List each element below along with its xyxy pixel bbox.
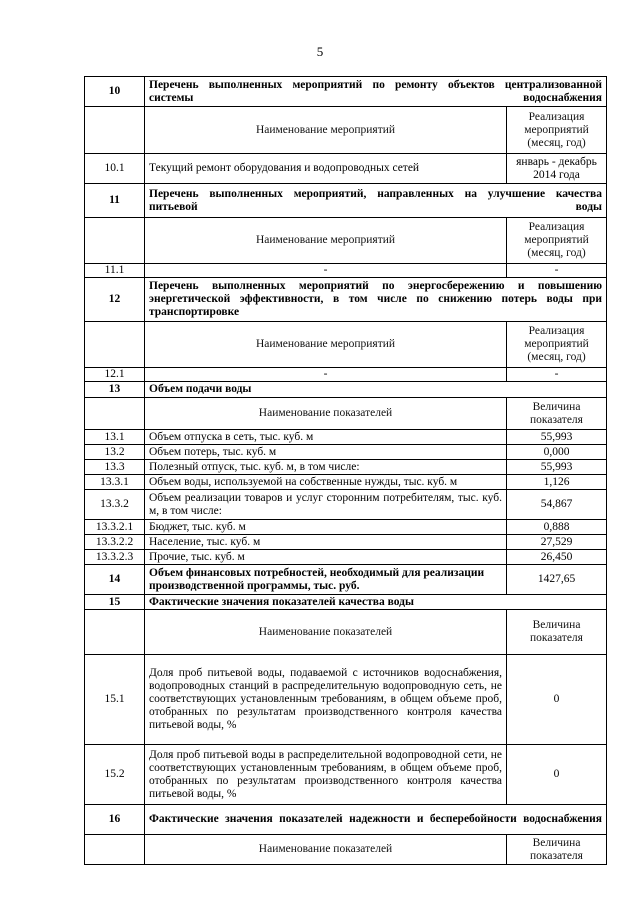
table-row [85, 430, 607, 445]
row-text: Доля проб питьевой воды в распределительной водопроводной сети, не соответствующих установленным требованиям, в общем объеме проб, отобранных по результатам производственного контроля качества питьевой воды, % [145, 745, 507, 805]
row-number: 13.3.2.1 [85, 520, 145, 535]
row-value: 1,126 [507, 475, 607, 490]
table-row [85, 154, 607, 184]
section-title: Объем финансовых потребностей, необходимый для реализации производственной программы, тыс. руб. [145, 565, 507, 595]
row-number: 11.1 [85, 264, 145, 278]
header-row [85, 107, 607, 154]
section-title: Объем подачи воды [145, 382, 607, 398]
row-number: 14 [85, 565, 145, 595]
row-text: Текущий ремонт оборудования и водопроводных сетей [145, 154, 507, 184]
row-value: 54,867 [507, 490, 607, 520]
row-number: 13.3 [85, 460, 145, 475]
table-row [85, 264, 607, 278]
row-number: 13.3.2 [85, 490, 145, 520]
column-header: Величина показателя [507, 398, 607, 430]
row-text: Полезный отпуск, тыс. куб. м, в том числе: [145, 460, 507, 475]
column-header: Реализация мероприятий (месяц, год) [507, 218, 607, 264]
table-row [85, 550, 607, 565]
header-row [85, 835, 607, 865]
row-number: 13.1 [85, 430, 145, 445]
row-number: 13.3.2.2 [85, 535, 145, 550]
row-number: 13.3.2.3 [85, 550, 145, 565]
section-row [85, 805, 607, 835]
row-text: Объем воды, используемой на собственные нужды, тыс. куб. м [145, 475, 507, 490]
column-header: Наименование мероприятий [145, 218, 507, 264]
row-text: - [145, 264, 507, 278]
row-value: 26,450 [507, 550, 607, 565]
column-header: Наименование мероприятий [145, 107, 507, 154]
row-number: 13.3.1 [85, 475, 145, 490]
table-row [85, 745, 607, 805]
page-number: 5 [316, 44, 324, 59]
section-title: Фактические значения показателей качества воды [145, 595, 607, 610]
table-row [85, 475, 607, 490]
row-number [85, 107, 145, 154]
row-number: 15.1 [85, 655, 145, 745]
row-number [85, 610, 145, 655]
section-title: Перечень выполненных мероприятий по ремонту объектов централизованной системы водоснабжения [145, 77, 607, 107]
section-row [85, 184, 607, 218]
row-value: 0,000 [507, 445, 607, 460]
table-row [85, 520, 607, 535]
table-row [85, 535, 607, 550]
row-text: Население, тыс. куб. м [145, 535, 507, 550]
row-number: 13.2 [85, 445, 145, 460]
section-row [85, 565, 607, 595]
table-row [85, 445, 607, 460]
row-value: 55,993 [507, 430, 607, 445]
header-row [85, 218, 607, 264]
table-row [85, 490, 607, 520]
row-value: 27,529 [507, 535, 607, 550]
row-value: 0,888 [507, 520, 607, 535]
row-number [85, 322, 145, 368]
column-header: Величина показателя [507, 835, 607, 865]
row-text: Объем отпуска в сеть, тыс. куб. м [145, 430, 507, 445]
row-number [85, 218, 145, 264]
row-value: 1427,65 [507, 565, 607, 595]
row-value: - [507, 264, 607, 278]
row-number: 15.2 [85, 745, 145, 805]
row-text: Объем потерь, тыс. куб. м [145, 445, 507, 460]
section-row [85, 595, 607, 610]
column-header: Наименование показателей [145, 610, 507, 655]
column-header: Величина показателя [507, 610, 607, 655]
column-header: Наименование мероприятий [145, 322, 507, 368]
column-header: Наименование показателей [145, 835, 507, 865]
row-number: 16 [85, 805, 145, 835]
row-text: - [145, 368, 507, 382]
row-number: 15 [85, 595, 145, 610]
section-title: Перечень выполненных мероприятий по энергосбережению и повышению энергетической эффективности, в том числе по снижению потерь воды при транспортировке [145, 278, 607, 322]
row-number: 13 [85, 382, 145, 398]
row-value: 0 [507, 745, 607, 805]
row-value: 55,993 [507, 460, 607, 475]
row-number: 12.1 [85, 368, 145, 382]
column-header: Наименование показателей [145, 398, 507, 430]
section-title: Перечень выполненных мероприятий, направленных на улучшение качества питьевой воды [145, 184, 607, 218]
row-value: - [507, 368, 607, 382]
report-table [84, 76, 607, 865]
header-row [85, 610, 607, 655]
header-row [85, 322, 607, 368]
table-row [85, 368, 607, 382]
row-text: Прочие, тыс. куб. м [145, 550, 507, 565]
row-text: Доля проб питьевой воды, подаваемой с источников водоснабжения, водопроводных станций в распределительную водопроводную сеть, не соответствующих установленным требованиям, в общем объеме проб, отобранных по результатам производственного контроля качества питьевой воды, % [145, 655, 507, 745]
section-title: Фактические значения показателей надежности и бесперебойности водоснабжения [145, 805, 607, 835]
row-number: 10 [85, 77, 145, 107]
section-row [85, 382, 607, 398]
row-value: 0 [507, 655, 607, 745]
row-number: 11 [85, 184, 145, 218]
table-row [85, 460, 607, 475]
row-text: Объем реализации товаров и услуг сторонним потребителям, тыс. куб. м, в том числе: [145, 490, 507, 520]
row-number: 12 [85, 278, 145, 322]
row-number [85, 398, 145, 430]
column-header: Реализация мероприятий (месяц, год) [507, 107, 607, 154]
row-text: Бюджет, тыс. куб. м [145, 520, 507, 535]
row-value: январь - декабрь 2014 года [507, 154, 607, 184]
section-row [85, 77, 607, 107]
column-header: Реализация мероприятий (месяц, год) [507, 322, 607, 368]
table-row [85, 655, 607, 745]
row-number [85, 835, 145, 865]
row-number: 10.1 [85, 154, 145, 184]
header-row [85, 398, 607, 430]
section-row [85, 278, 607, 322]
